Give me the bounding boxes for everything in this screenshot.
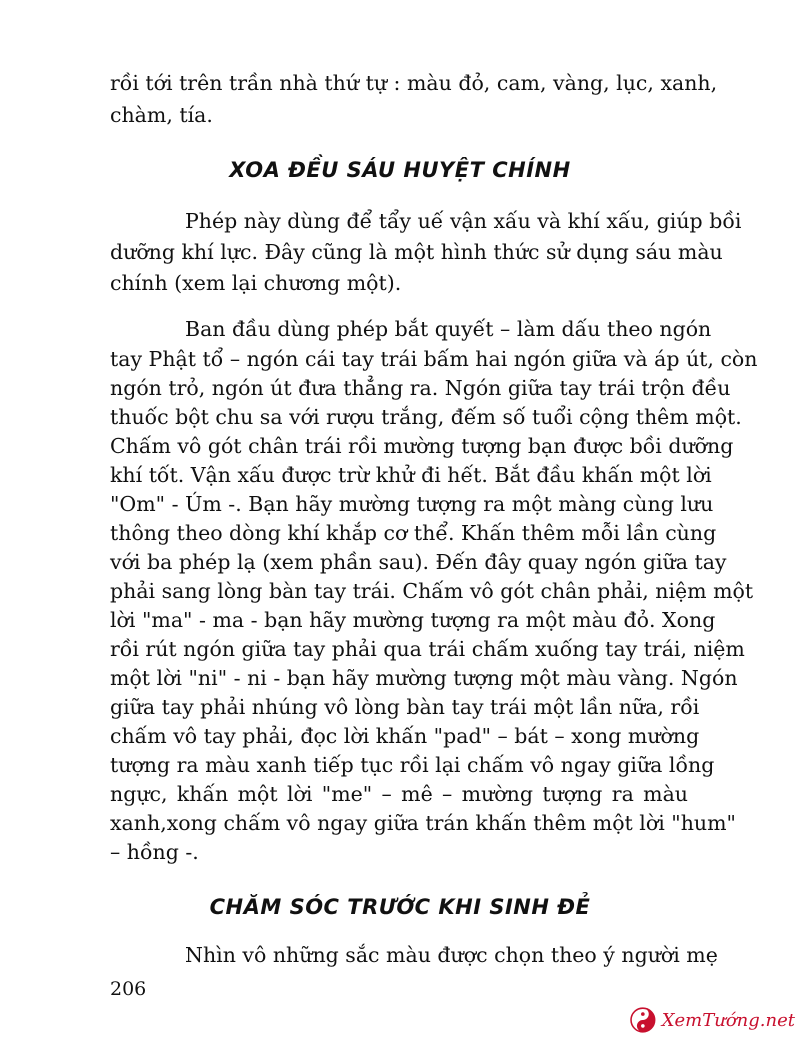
text-line: rồi rút ngón giữa tay phải qua trái chấm xuống tay trái, niệm: [110, 637, 745, 661]
text-line: tay Phật tổ – ngón cái tay trái bấm hai ngón giữa và áp út, còn: [110, 347, 758, 371]
text-line: xanh,xong chấm vô ngay giữa trán khấn thêm một lời "hum": [110, 811, 736, 835]
text-line: Phép này dùng để tẩy uế vận xấu và khí xấu, giúp bồi: [185, 209, 742, 233]
text-line: một lời "ni" - ni - bạn hãy mường tượng một màu vàng. Ngón: [110, 666, 738, 690]
text-line: Ban đầu dùng phép bắt quyết – làm dấu theo ngón: [185, 317, 712, 341]
text-line: chàm, tía.: [110, 103, 213, 127]
text-line: ngón trỏ, ngón út đưa thẳng ra. Ngón giữa tay trái trộn đều: [110, 376, 731, 400]
section-heading: XOA ĐỀU SÁU HUYỆT CHÍNH: [229, 158, 571, 182]
text-line: – hồng -.: [110, 840, 199, 864]
text-line: rồi tới trên trần nhà thứ tự : màu đỏ, cam, vàng, lục, xanh,: [110, 71, 718, 95]
watermark: [630, 1000, 795, 1040]
text-line: Nhìn vô những sắc màu được chọn theo ý người mẹ: [185, 943, 718, 967]
text-line: ngực, khấn một lời "me" – mê – mường tượng ra màu: [110, 782, 688, 806]
text-line: tượng ra màu xanh tiếp tục rồi lại chấm vô ngay giữa lồng: [110, 753, 715, 777]
text-line: dưỡng khí lực. Đây cũng là một hình thức sử dụng sáu màu: [110, 240, 723, 264]
section-heading: CHĂM SÓC TRƯỚC KHI SINH ĐẺ: [209, 895, 591, 919]
text-line: giữa tay phải nhúng vô lòng bàn tay trái một lần nữa, rồi: [110, 695, 700, 719]
text-line: "Om" - Úm -. Bạn hãy mường tượng ra một màng cùng lưu: [110, 492, 714, 516]
text-line: khí tốt. Vận xấu được trừ khử đi hết. Bắt đầu khấn một lời: [110, 463, 712, 487]
watermark-text: XemTướng.net: [661, 1009, 795, 1031]
text-line: thông theo dòng khí khắp cơ thể. Khấn thêm mỗi lần cùng: [110, 521, 717, 545]
text-line: chính (xem lại chương một).: [110, 271, 402, 295]
text-line: Chấm vô gót chân trái rồi mường tượng bạn được bồi dưỡng: [110, 434, 734, 458]
text-line: phải sang lòng bàn tay trái. Chấm vô gót chân phải, niệm một: [110, 579, 754, 603]
text-line: lời "ma" - ma - bạn hãy mường tượng ra một màu đỏ. Xong: [110, 608, 716, 632]
page-number: 206: [110, 978, 147, 1000]
yin-yang-icon: [630, 1003, 656, 1037]
text-line: thuốc bột chu sa với rượu trắng, đếm số tuổi cộng thêm một.: [110, 405, 742, 429]
text-line: chấm vô tay phải, đọc lời khấn "pad" – bát – xong mường: [110, 724, 700, 748]
text-line: với ba phép lạ (xem phần sau). Đến đây quay ngón giữa tay: [110, 550, 727, 574]
